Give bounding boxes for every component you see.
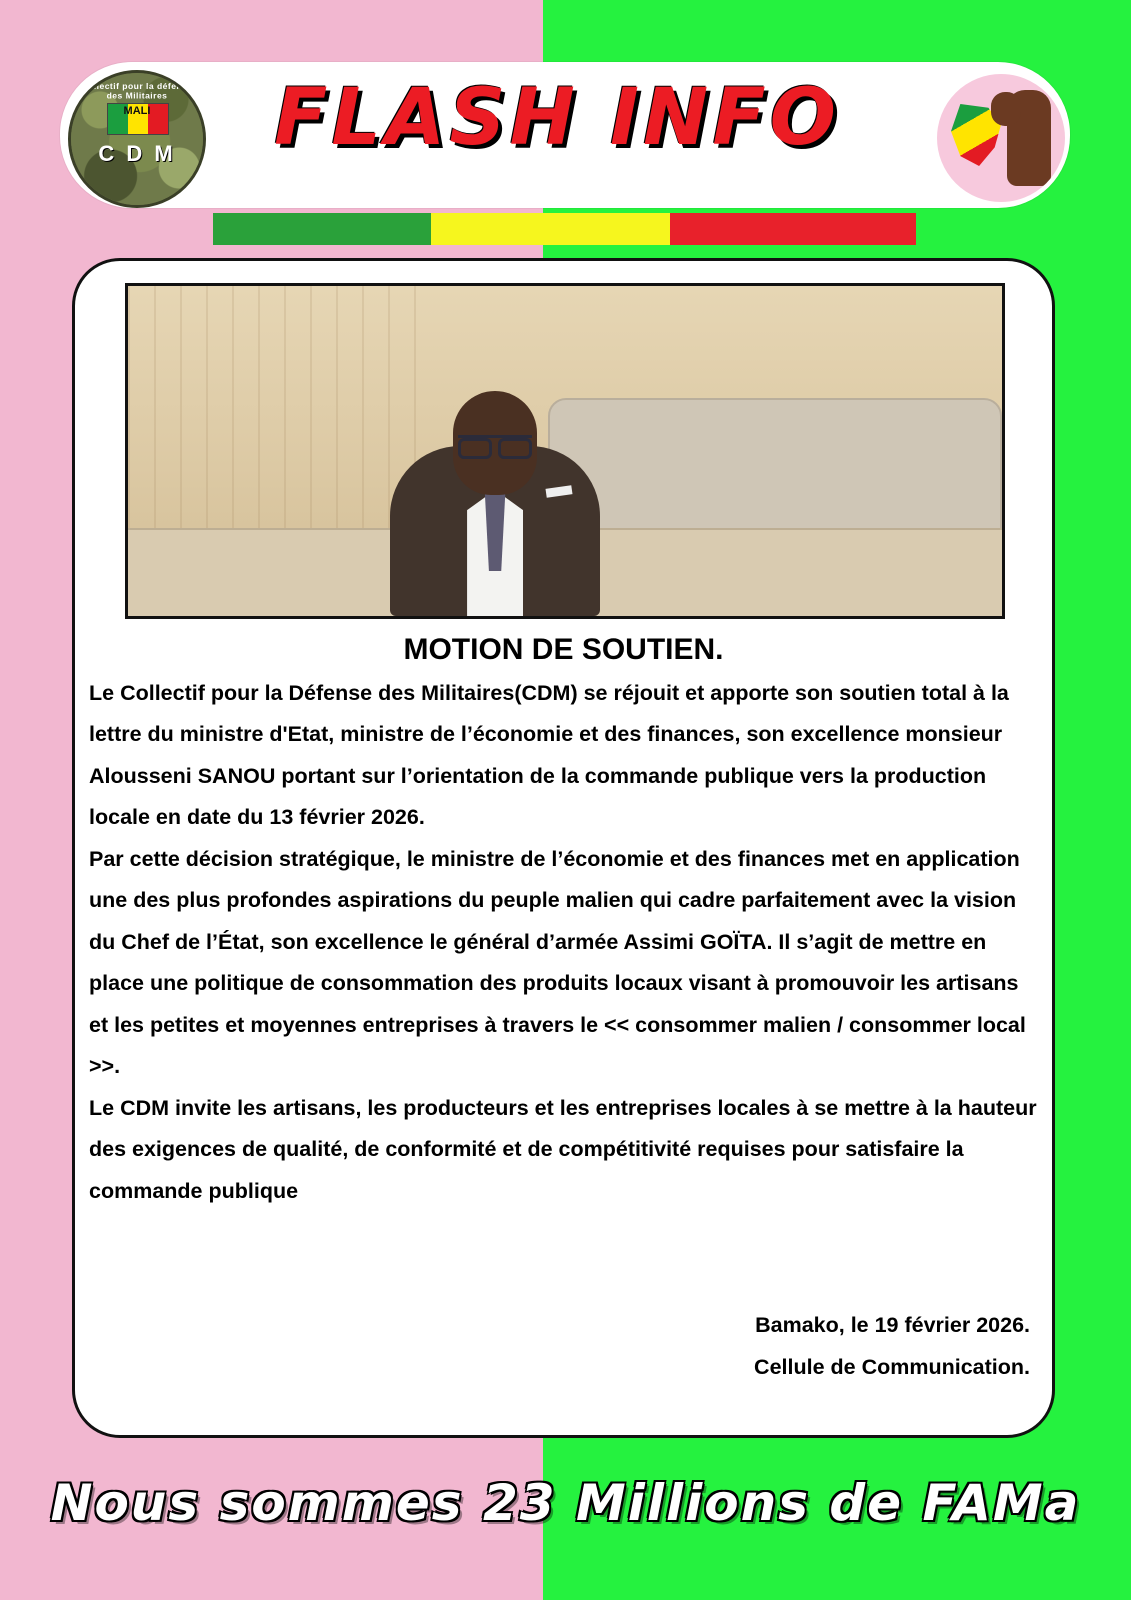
logo-country-label: MALI — [123, 105, 151, 117]
footer-slogan: Nous sommes 23 Millions de FAMa — [50, 1474, 1081, 1532]
article-paragraph: Le Collectif pour la Défense des Militaires(CDM) se réjouit et apporte son soutien total à la lettre du ministre d'Etat, ministre de l’économie et des finances, son excellence monsieur Alousseni SANOU portant sur l’orientation de la commande publique vers la production locale en date du 13 février 2026. — [89, 681, 1009, 830]
signature-block — [754, 1305, 1030, 1389]
head — [453, 391, 537, 495]
article-body — [89, 673, 1038, 1212]
article-paragraph: Le CDM invite les artisans, les producteurs et les entreprises locales à se mettre à la hauteur des exigences de qualité, de conformité et de compétitivité requises pour satisfaire la commande publique — [89, 1095, 1037, 1203]
article-title: MOTION DE SOUTIEN. — [403, 633, 724, 666]
logo-acronym: C D M — [98, 141, 176, 166]
cdm-logo-badge — [68, 70, 206, 208]
person-figure — [390, 391, 600, 616]
glasses-icon — [458, 435, 532, 454]
sofa-backrest — [548, 398, 1002, 530]
page-title: FLASH INFO — [274, 73, 840, 163]
raised-fist-icon — [1007, 90, 1051, 186]
place-and-date: Bamako, le 19 février 2026. — [755, 1313, 1030, 1338]
logo-ring-text: Collectif pour la défense des Militaires — [81, 81, 193, 101]
tricolor-divider — [213, 213, 916, 245]
fist-emblem-badge — [935, 72, 1067, 204]
article-photo — [125, 283, 1005, 619]
content-card — [72, 258, 1055, 1438]
signature-line: Cellule de Communication. — [754, 1355, 1030, 1380]
article-paragraph: Par cette décision stratégique, le ministre de l’économie et des finances met en application une des plus profondes aspirations du peuple malien qui cadre parfaitement avec la vision du Chef de l’État, son excellence le général d’armée Assimi GOÏTA. Il s’agit de mettre en place une politique de consommation des produits locaux visant à promouvoir les artisans et les petites et moyennes entreprises à travers le << consommer malien / consommer local >>. — [89, 846, 1026, 1079]
